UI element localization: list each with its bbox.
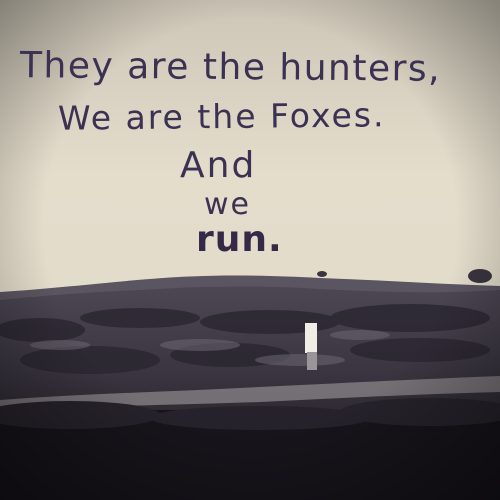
quote-line-1: They are the hunters, xyxy=(19,45,442,90)
quote-line-5: run. xyxy=(196,219,283,260)
quote-line-3: And xyxy=(180,145,257,186)
quote-line-4: we xyxy=(204,187,251,222)
quote-line-2: We are the Foxes. xyxy=(57,95,386,138)
